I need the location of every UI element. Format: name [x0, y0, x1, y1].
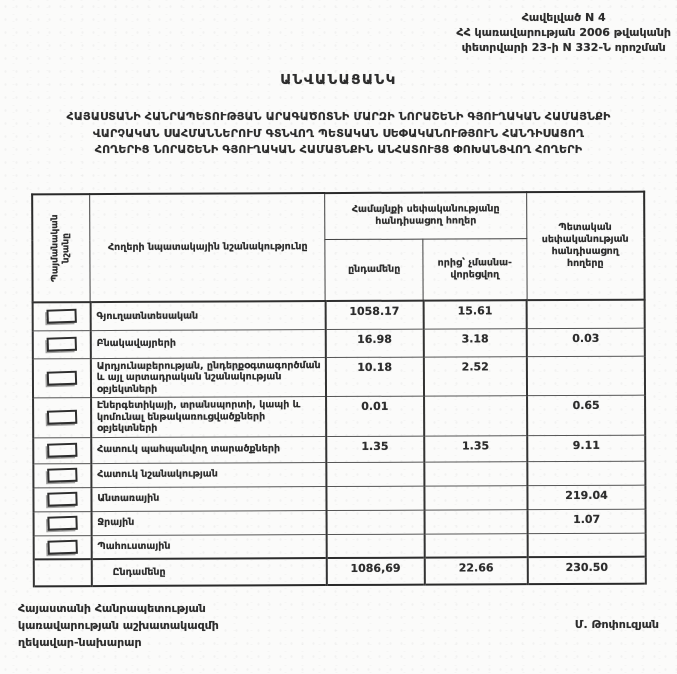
land-purpose-cell: Հատուկ նշանակության	[91, 462, 326, 487]
state-remaining-cell: 9.11	[527, 435, 645, 462]
state-remaining-cell	[527, 300, 645, 329]
column-header-total: ընդամենը	[325, 239, 423, 301]
column-header-state-lands	[526, 192, 644, 301]
community-ofwhich-cell	[424, 461, 528, 485]
legend-box-mark	[47, 492, 77, 507]
legend-box-mark	[47, 468, 77, 483]
symbol-cell	[34, 559, 92, 586]
community-total-cell	[326, 486, 424, 510]
legend-box-mark	[46, 337, 76, 352]
state-remaining-cell: 0.03	[527, 328, 645, 357]
table-body	[33, 300, 646, 587]
land-purpose-cell: Ջրային	[91, 510, 326, 535]
state-remaining-cell	[527, 356, 645, 396]
table-row	[33, 328, 645, 359]
land-purpose-cell: Պահուստային	[91, 534, 326, 559]
symbol-cell	[33, 463, 91, 487]
state-remaining-cell: 219.04	[528, 485, 646, 510]
signatory-line-1: Հայաստանի Հանրապետության	[18, 602, 206, 615]
community-ofwhich-cell: 3.18	[423, 328, 527, 356]
table-row	[34, 509, 646, 536]
community-ofwhich-cell: 22.66	[424, 557, 528, 584]
land-purpose-cell: Արդյունաբերության, ընդերքօգտագործման և այլ արտադրական նշանակության օբյեկտների	[91, 357, 326, 398]
community-total-cell: 16.98	[326, 329, 424, 357]
subtitle-line-2: ՎԱՐՉԱԿԱՆ ՍԱՀՄԱՆՆԵՐՈՒՄ ԳՏՆՎՈՂ ՊԵՏԱԿԱՆ ՍԵՓԱԿԱՆՈՒԹՅՈՒՆ ՀԱՆԴԻՍԱՑՈՂ	[92, 126, 585, 140]
document-title: ԱՆՎԱՆԱՑԱՆԿ	[280, 72, 397, 88]
legend-box-mark	[47, 516, 77, 531]
signatory-line-2: կառավարության աշխատակազմի	[18, 619, 219, 632]
symbol-cell	[34, 535, 92, 559]
land-purpose-cell: Անտառային	[91, 486, 326, 511]
table-row	[33, 461, 645, 488]
state-remaining-cell: 230.50	[528, 557, 646, 585]
table-row	[33, 485, 645, 512]
community-total-cell	[326, 462, 424, 486]
appendix-header	[456, 10, 671, 55]
symbol-cell	[33, 487, 91, 511]
community-total-cell: 10.18	[326, 357, 424, 397]
subtitle-line-3: ՀՈՂԵՐԻՑ ՆՈՐԱՇԵՆԻ ԳՅՈՒՂԱԿԱՆ ՀԱՄԱՅՆՔԻՆ ԱՆՀԱՏՈՒՅՑ ՓՈԽԱՆՑՎՈՂ ՀՈՂԵՐԻ	[94, 143, 583, 156]
column-header-symbol	[32, 194, 90, 302]
signatory-line-3: ղեկավար-նախարար	[18, 636, 142, 649]
community-total-cell: 0.01	[326, 396, 424, 436]
table-row	[34, 533, 646, 560]
community-total-cell	[327, 534, 425, 558]
land-purpose-cell: Էներգետիկայի, տրանսպորտի, կապի և կոմունալ ենթակառուցվածքների օբյեկտների	[91, 397, 326, 438]
land-purpose-cell: Գյուղատնտեսական	[90, 301, 325, 330]
symbol-cell	[33, 437, 91, 463]
community-ofwhich-cell	[424, 509, 528, 533]
state-remaining-cell	[527, 461, 645, 486]
land-purpose-cell: Բնակավայրերի	[91, 329, 326, 358]
table-row	[33, 435, 645, 464]
community-total-cell: 1.35	[326, 436, 424, 462]
table-row	[33, 300, 645, 331]
community-total-cell: 1058.17	[326, 301, 424, 329]
symbol-cell	[33, 398, 91, 438]
community-ofwhich-cell: 2.52	[423, 356, 527, 396]
document-subtitle	[0, 109, 677, 159]
community-ofwhich-cell	[424, 396, 528, 436]
column-header-ofwhich: որից՝ չմասնավորեցվող	[423, 238, 527, 300]
land-allocation-table	[31, 191, 647, 588]
community-ofwhich-cell	[424, 533, 528, 557]
state-remaining-cell: 1.07	[528, 509, 646, 534]
state-lands-label: Պետական սեփականության հանդիսացող հողերը	[541, 221, 629, 270]
symbol-cell	[34, 511, 92, 535]
table-row	[33, 356, 645, 398]
table-row	[33, 395, 645, 437]
symbol-cell	[33, 302, 91, 330]
legend-box-mark	[47, 539, 77, 554]
column-header-purpose: Հողերի նպատակային նշանակությունը	[90, 193, 326, 302]
legend-box-mark	[47, 370, 77, 385]
appendix-number: Հավելված N 4	[521, 11, 606, 24]
state-remaining-cell	[528, 533, 646, 558]
community-total-cell	[326, 510, 424, 534]
symbol-cell	[33, 358, 91, 398]
community-ofwhich-cell: 15.61	[423, 300, 527, 328]
legend-box-mark	[46, 309, 76, 324]
land-purpose-cell: Ընդամենը	[92, 558, 327, 586]
signatory-title-block	[18, 600, 219, 651]
land-purpose-cell: Հատուկ պահպանվող տարածքների	[91, 436, 326, 463]
legend-box-mark	[47, 443, 77, 458]
community-ofwhich-cell: 1.35	[424, 435, 528, 461]
state-remaining-cell: 0.65	[527, 395, 645, 435]
subtitle-line-1: ՀԱՅԱՍՏԱՆԻ ՀԱՆՐԱՊԵՏՈՒԹՅԱՆ ԱՐԱԳԱԾՈՏՆԻ ՄԱՐԶԻ ՆՈՐԱՇԵՆԻ ԳՅՈՒՂԱԿԱՆ ՀԱՄԱՅՆՔԻ	[66, 110, 611, 123]
appendix-decree-line: ՀՀ կառավարության 2006 թվականի	[456, 26, 671, 39]
table-row	[34, 557, 646, 587]
legend-box-mark	[47, 410, 77, 425]
symbol-header-rotated-label: Պայմանական նշանը	[50, 214, 72, 283]
column-group-community-lands: Համայնքի սեփականությանը հանդիսացող հողեր	[325, 192, 526, 239]
symbol-cell	[33, 330, 91, 358]
community-ofwhich-cell	[424, 485, 528, 509]
signatory-name: Մ. Թոփուզյան	[574, 618, 659, 631]
appendix-decree-date: փետրվարի 23-ի N 332-Ն որոշման	[461, 41, 666, 54]
community-total-cell: 1086,69	[327, 558, 425, 585]
